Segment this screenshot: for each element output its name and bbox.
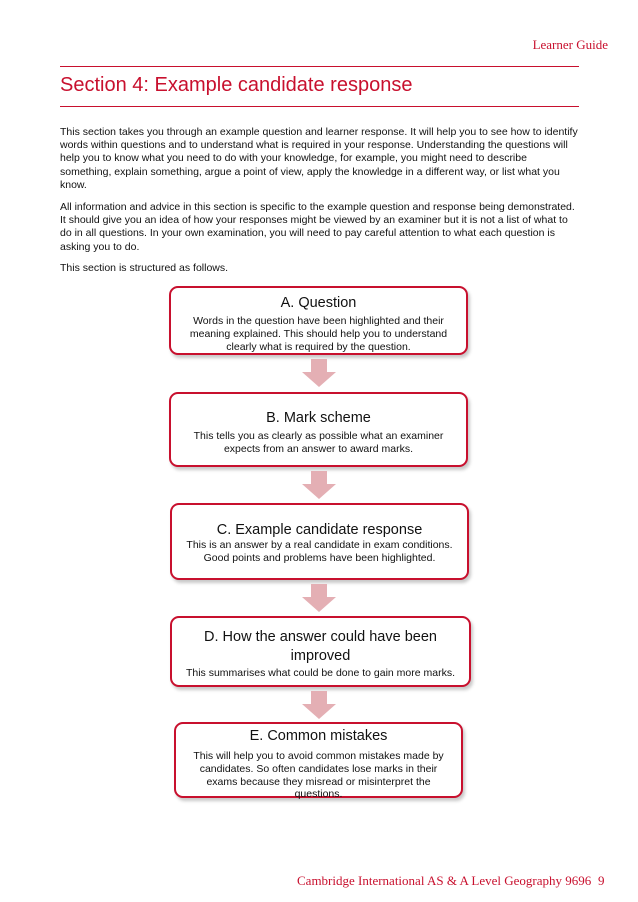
flow-step-description: Words in the question have been highlighted and their meaning explained. This should help you to understand clearly what is required by the question. (189, 315, 448, 353)
flow-step-question (169, 286, 468, 355)
down-arrow-icon (302, 584, 336, 612)
flow-step-example-response (170, 503, 469, 580)
section-title: Section 4: Example candidate response (60, 74, 413, 96)
flow-step-title: C. Example candidate response (216, 522, 423, 538)
flow-step-title: D. How the answer could have been improved (204, 629, 437, 664)
flow-step-description: This will help you to avoid common mistakes made by candidates. So often candidates lose marks in their exams because they misread or misinterpret the questions. (193, 750, 444, 801)
flow-step-description: This summarises what could be done to gain more marks. (185, 667, 456, 679)
flow-step-description: This tells you as clearly as possible what an examiner expects from an answer to award marks. (193, 430, 444, 455)
flow-step-mark-scheme (169, 392, 468, 467)
title-divider (60, 106, 579, 107)
flow-step-title: A. Question (280, 295, 357, 311)
intro-paragraph-3: This section is structured as follows. (60, 262, 229, 274)
flow-step-title: B. Mark scheme (266, 410, 371, 426)
flow-step-title: E. Common mistakes (249, 728, 388, 744)
intro-paragraph-1: This section takes you through an example question and learner response. It will help you to see how to identify words within questions and to understand what is required in your response. Understanding the questions will help you to know what you need to do with your knowledge, for example, you might need to describe something, explain something, argue a point of view, apply the knowledge in a different way, or list what you know. (60, 126, 578, 191)
down-arrow-icon (302, 359, 336, 387)
flow-step-improvement (170, 616, 471, 687)
page-number: 9 (598, 873, 605, 888)
header-guide-label: Learner Guide (532, 37, 608, 52)
footer-publication: Cambridge International AS & A Level Geography 9696 (297, 873, 592, 888)
down-arrow-icon (302, 471, 336, 499)
intro-paragraph-2: All information and advice in this section is specific to the example question and response being demonstrated. It should give you an idea of how your responses might be viewed by an examiner but it is not a list of what to do in all questions. In your own examination, you will need to pay careful attention to what each question is asking you to do. (60, 201, 575, 253)
flow-step-common-mistakes (174, 722, 463, 801)
flow-step-description: This is an answer by a real candidate in exam conditions. Good points and problems have been highlighted. (186, 539, 453, 564)
header-divider (60, 66, 579, 67)
down-arrow-icon (302, 691, 336, 719)
